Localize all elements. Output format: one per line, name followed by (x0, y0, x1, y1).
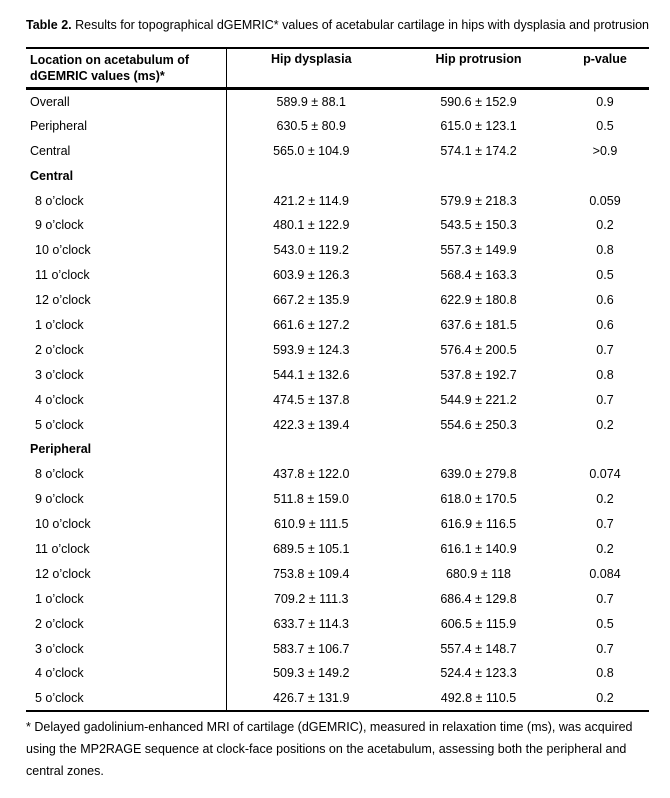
dysplasia-value-cell: 753.8 ± 109.4 (273, 566, 350, 581)
dysplasia-value-cell: 667.2 ± 135.9 (273, 293, 350, 308)
table-row (26, 462, 649, 487)
p-value-cell: 0.7 (596, 342, 614, 357)
location-cell: 4 o’clock (26, 661, 226, 686)
p-value-cell: 0.084 (589, 566, 621, 581)
protrusion-value-cell: 579.9 ± 218.3 (440, 193, 517, 208)
p-value-cell: 0.5 (596, 268, 614, 283)
protrusion-value-cell: 543.5 ± 150.3 (440, 218, 517, 233)
location-cell: 3 o’clock (26, 636, 226, 661)
p-value-cell: 0.6 (596, 293, 614, 308)
protrusion-value-cell: 492.8 ± 110.5 (440, 690, 517, 705)
protrusion-value-cell: 622.9 ± 180.8 (440, 293, 517, 308)
dysplasia-value-cell (226, 437, 396, 462)
location-cell: 12 o’clock (26, 288, 226, 313)
p-value-cell: 0.059 (589, 193, 621, 208)
dysplasia-value-cell: 544.1 ± 132.6 (273, 367, 350, 382)
location-cell: 9 o’clock (26, 487, 226, 512)
protrusion-value-cell: 576.4 ± 200.5 (440, 342, 517, 357)
table-row (26, 611, 649, 636)
protrusion-value-cell: 686.4 ± 129.8 (440, 591, 517, 606)
dysplasia-value-cell: 633.7 ± 114.3 (273, 616, 349, 631)
table-caption (0, 0, 666, 37)
dysplasia-value-cell: 474.5 ± 137.8 (273, 392, 350, 407)
results-table (26, 47, 649, 712)
table-row (26, 661, 649, 686)
p-value-cell: 0.7 (596, 517, 614, 532)
p-value-cell: >0.9 (592, 143, 618, 158)
protrusion-value-cell: 680.9 ± 118 (445, 566, 511, 581)
p-value-cell (561, 163, 649, 188)
table-row (26, 89, 649, 114)
table-row (26, 313, 649, 338)
table-row (26, 512, 649, 537)
location-cell: Peripheral (26, 113, 226, 138)
dysplasia-value-cell: 422.3 ± 139.4 (273, 417, 350, 432)
table-header (26, 48, 649, 89)
table-body (26, 89, 649, 711)
dysplasia-value-cell: 565.0 ± 104.9 (273, 143, 350, 158)
dysplasia-value-cell: 543.0 ± 119.2 (273, 243, 349, 258)
location-cell: 9 o’clock (26, 213, 226, 238)
p-value-cell: 0.8 (596, 367, 614, 382)
protrusion-value-cell: 537.8 ± 192.7 (440, 367, 517, 382)
location-cell: 8 o’clock (26, 188, 226, 213)
table-row (26, 387, 649, 412)
p-value-cell (561, 437, 649, 462)
p-value-cell: 0.2 (596, 492, 614, 507)
table-row (26, 487, 649, 512)
location-cell: 1 o’clock (26, 586, 226, 611)
location-cell: 5 o’clock (26, 412, 226, 437)
protrusion-value-cell: 557.3 ± 149.9 (440, 243, 517, 258)
protrusion-value-cell: 574.1 ± 174.2 (440, 143, 517, 158)
dysplasia-value-cell: 426.7 ± 131.9 (273, 690, 350, 705)
location-cell: 8 o’clock (26, 462, 226, 487)
p-value-cell: 0.5 (596, 118, 614, 133)
location-cell: 11 o’clock (26, 537, 226, 562)
protrusion-value-cell: 618.0 ± 170.5 (440, 492, 517, 507)
protrusion-value-cell: 637.6 ± 181.5 (440, 317, 517, 332)
dysplasia-value-cell: 610.9 ± 111.5 (273, 517, 349, 532)
location-cell: 3 o’clock (26, 362, 226, 387)
dysplasia-value-cell: 583.7 ± 106.7 (273, 641, 350, 656)
table-row (26, 288, 649, 313)
protrusion-value-cell (396, 437, 561, 462)
dysplasia-value-cell: 480.1 ± 122.9 (273, 218, 350, 233)
p-value-cell: 0.2 (596, 417, 614, 432)
dysplasia-value-cell: 589.9 ± 88.1 (276, 94, 346, 109)
protrusion-value-cell: 590.6 ± 152.9 (440, 94, 517, 109)
table-row (26, 686, 649, 711)
table-row (26, 138, 649, 163)
protrusion-value-cell: 615.0 ± 123.1 (440, 118, 517, 133)
table-row (26, 213, 649, 238)
footnote: * Delayed gadolinium-enhanced MRI of cartilage (dGEMRIC), measured in relaxation time (ms), was acquired using the MP2RAGE sequence at clock-face positions on the acetabulum, assessing both the peripheral and central zones. (26, 719, 633, 778)
p-value-cell: 0.7 (596, 591, 614, 606)
protrusion-value-cell (396, 163, 561, 188)
dysplasia-value-cell: 421.2 ± 114.9 (273, 193, 349, 208)
header-p-value: p-value (583, 52, 627, 66)
location-cell: 2 o’clock (26, 337, 226, 362)
table-row (26, 586, 649, 611)
protrusion-value-cell: 568.4 ± 163.3 (440, 268, 517, 283)
dysplasia-value-cell: 509.3 ± 149.2 (273, 666, 350, 681)
header-row (26, 48, 649, 89)
table-row (26, 238, 649, 263)
dysplasia-value-cell: 689.5 ± 105.1 (273, 541, 350, 556)
p-value-cell: 0.5 (596, 616, 614, 631)
p-value-cell: 0.6 (596, 317, 614, 332)
location-cell: 10 o’clock (26, 238, 226, 263)
location-cell: Overall (26, 89, 226, 114)
dysplasia-value-cell: 437.8 ± 122.0 (273, 467, 350, 482)
location-cell: 2 o’clock (26, 611, 226, 636)
table-caption-text: Results for topographical dGEMRIC* values of acetabular cartilage in hips with dysplasia and protrusion (71, 18, 650, 32)
p-value-cell: 0.8 (596, 243, 614, 258)
dysplasia-value-cell: 603.9 ± 126.3 (273, 268, 350, 283)
location-cell: Peripheral (26, 437, 226, 462)
p-value-cell: 0.2 (596, 690, 614, 705)
location-cell: 10 o’clock (26, 512, 226, 537)
p-value-cell: 0.2 (596, 218, 614, 233)
table-row (26, 113, 649, 138)
location-cell: 1 o’clock (26, 313, 226, 338)
protrusion-value-cell: 524.4 ± 123.3 (440, 666, 517, 681)
p-value-cell: 0.2 (596, 541, 614, 556)
protrusion-value-cell: 606.5 ± 115.9 (440, 616, 517, 631)
table-row (26, 337, 649, 362)
table-row (26, 537, 649, 562)
header-hip-dysplasia: Hip dysplasia (270, 52, 352, 66)
protrusion-value-cell: 544.9 ± 221.2 (440, 392, 517, 407)
p-value-cell: 0.074 (589, 467, 621, 482)
location-cell: 5 o’clock (26, 686, 226, 711)
dysplasia-value-cell (226, 163, 396, 188)
p-value-cell: 0.7 (596, 641, 614, 656)
p-value-cell: 0.7 (596, 392, 614, 407)
protrusion-value-cell: 616.1 ± 140.9 (440, 541, 517, 556)
dysplasia-value-cell: 630.5 ± 80.9 (276, 118, 346, 133)
section-row (26, 437, 649, 462)
header-hip-protrusion: Hip protrusion (435, 52, 522, 66)
section-row (26, 163, 649, 188)
location-cell: 4 o’clock (26, 387, 226, 412)
protrusion-value-cell: 554.6 ± 250.3 (440, 417, 517, 432)
location-cell: Central (26, 163, 226, 188)
table-row (26, 636, 649, 661)
header-location: Location on acetabulum of dGEMRIC values (ms)* (26, 48, 226, 89)
table-row (26, 263, 649, 288)
table-row (26, 188, 649, 213)
dysplasia-value-cell: 661.6 ± 127.2 (273, 317, 350, 332)
table-row (26, 412, 649, 437)
p-value-cell: 0.9 (596, 94, 614, 109)
dysplasia-value-cell: 511.8 ± 159.0 (273, 492, 349, 507)
location-cell: Central (26, 138, 226, 163)
p-value-cell: 0.8 (596, 666, 614, 681)
location-cell: 12 o’clock (26, 561, 226, 586)
location-cell: 11 o’clock (26, 263, 226, 288)
table-caption-label: Table 2. (26, 18, 72, 32)
table-row (26, 362, 649, 387)
protrusion-value-cell: 557.4 ± 148.7 (440, 641, 517, 656)
dysplasia-value-cell: 709.2 ± 111.3 (273, 591, 349, 606)
dysplasia-value-cell: 593.9 ± 124.3 (273, 342, 350, 357)
protrusion-value-cell: 616.9 ± 116.5 (440, 517, 517, 532)
table-row (26, 561, 649, 586)
protrusion-value-cell: 639.0 ± 279.8 (440, 467, 517, 482)
